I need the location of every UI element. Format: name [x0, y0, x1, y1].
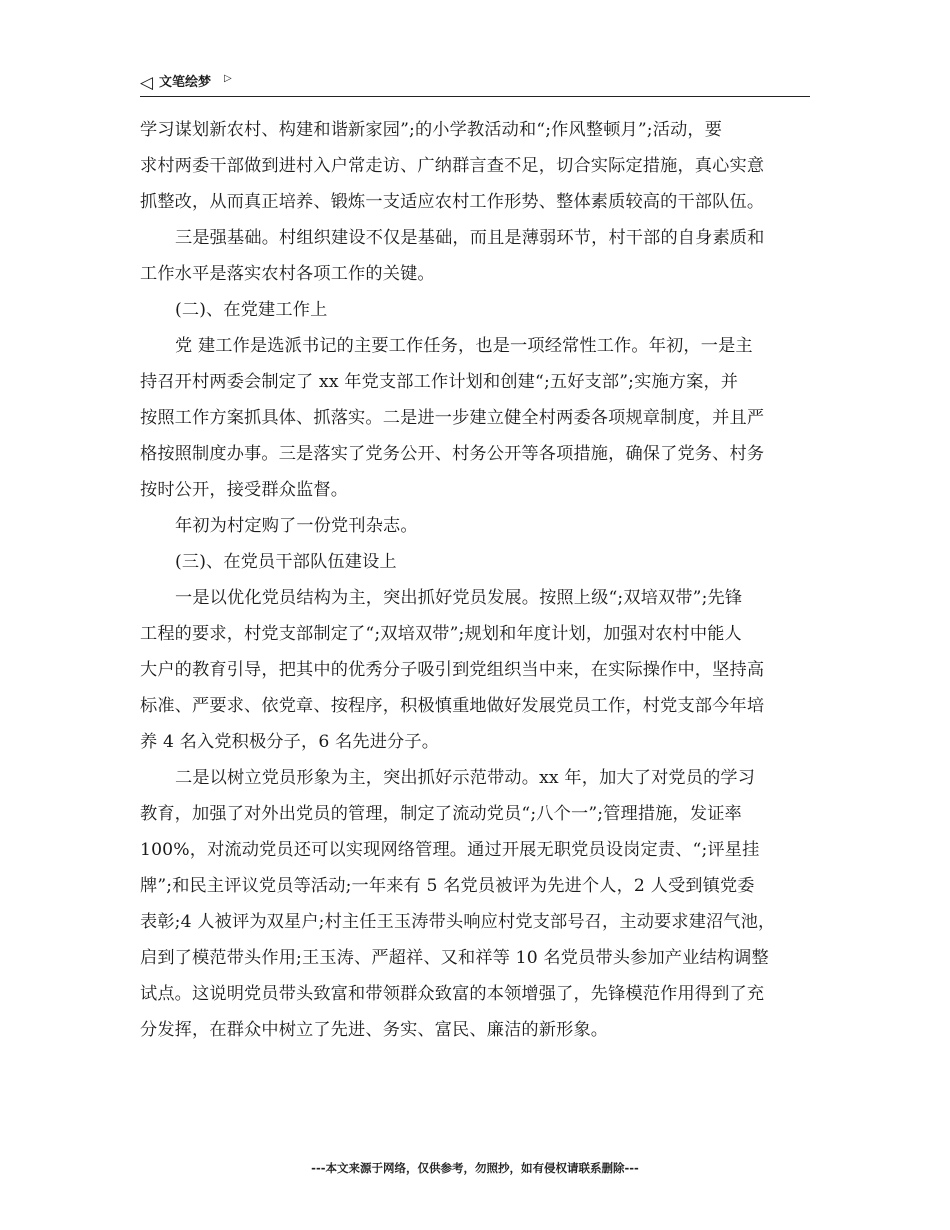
page-header — [140, 70, 810, 97]
paragraph-start: 党 建工作是选派书记的主要工作任务，也是一项经常性工作。年初，一是主 — [175, 336, 753, 356]
text-line: 工程的要求，村党支部制定了“;双培双带”;规划和年度计划，加强对农村中能人 — [140, 624, 742, 644]
text-line: 持召开村两委会制定了 xx 年党支部工作计划和创建“;五好支部”;实施方案，并 — [140, 372, 739, 392]
text-line: 求村两委干部做到进村入户常走访、广纳群言查不足，切合实际定措施，真心实意 — [140, 156, 765, 176]
text-line: 养 4 名入党积极分子，6 名先进分子。 — [140, 732, 440, 752]
text-line: 标准、严要求、依党章、按程序，积极慎重地做好发展党员工作，村党支部今年培 — [140, 696, 765, 716]
document-body — [140, 112, 812, 1048]
text-line: 分发挥，在群众中树立了先进、务实、富民、廉洁的新形象。 — [140, 1020, 609, 1040]
section-heading: (三)、在党员干部队伍建设上 — [175, 552, 397, 572]
text-line: 抓整改，从而真正培养、锻炼一支适应农村工作形势、整体素质较高的干部队伍。 — [140, 192, 765, 212]
paragraph-start: 三是强基础。村组织建设不仅是基础，而且是薄弱环节，村干部的自身素质和 — [175, 228, 765, 248]
paragraph-start: 一是以优化党员结构为主，突出抓好党员发展。按照上级“;双培双带”;先锋 — [175, 588, 743, 608]
text-line: 牌”;和民主评议党员等活动;一年来有 5 名党员被评为先进个人，2 人受到镇党委 — [140, 876, 755, 896]
text-line: 大户的教育引导，把其中的优秀分子吸引到党组织当中来，在实际操作中，坚持高 — [140, 660, 765, 680]
right-triangle-icon: ▷ — [224, 73, 232, 84]
text-line: 试点。这说明党员带头致富和带领群众致富的本领增强了，先锋模范作用得到了充 — [140, 984, 765, 1004]
text-line: 按照工作方案抓具体、抓落实。二是进一步建立健全村两委各项规章制度，并且严 — [140, 408, 765, 428]
text-line: 100%，对流动党员还可以实现网络管理。通过开展无职党员设岗定责、“;评星挂 — [140, 840, 760, 860]
footer-disclaimer: ---本文来源于网络，仅供参考，勿照抄，如有侵权请联系删除--- — [311, 1161, 639, 1175]
text-line: 启到了模范带头作用;王玉涛、严超祥、又和祥等 10 名党员带头参加产业结构调整 — [140, 948, 769, 968]
text-line: 工作水平是落实农村各项工作的关键。 — [140, 264, 435, 284]
text-line: 按时公开，接受群众监督。 — [140, 480, 349, 500]
text-line: 表彰;4 人被评为双星户;村主任王玉涛带头响应村党支部号召，主动要求建沼气池， — [140, 912, 776, 932]
paragraph-start: 年初为村定购了一份党刊杂志。 — [175, 516, 418, 536]
paragraph-start: 二是以树立党员形象为主，突出抓好示范带动。xx 年，加大了对党员的学习 — [175, 768, 756, 788]
text-line: 教育，加强了对外出党员的管理，制定了流动党员“;八个一”;管理措施，发证率 — [140, 804, 742, 824]
text-line: 学习谋划新农村、构建和谐新家园”;的小学教活动和“;作风整顿月”;活动，要 — [140, 120, 723, 140]
left-triangle-icon: ◁ — [140, 73, 154, 93]
header-title: 文笔绘梦 — [159, 75, 212, 90]
section-heading: (二)、在党建工作上 — [175, 300, 328, 320]
text-line: 格按照制度办事。三是落实了党务公开、村务公开等各项措施，确保了党务、村务 — [140, 444, 765, 464]
